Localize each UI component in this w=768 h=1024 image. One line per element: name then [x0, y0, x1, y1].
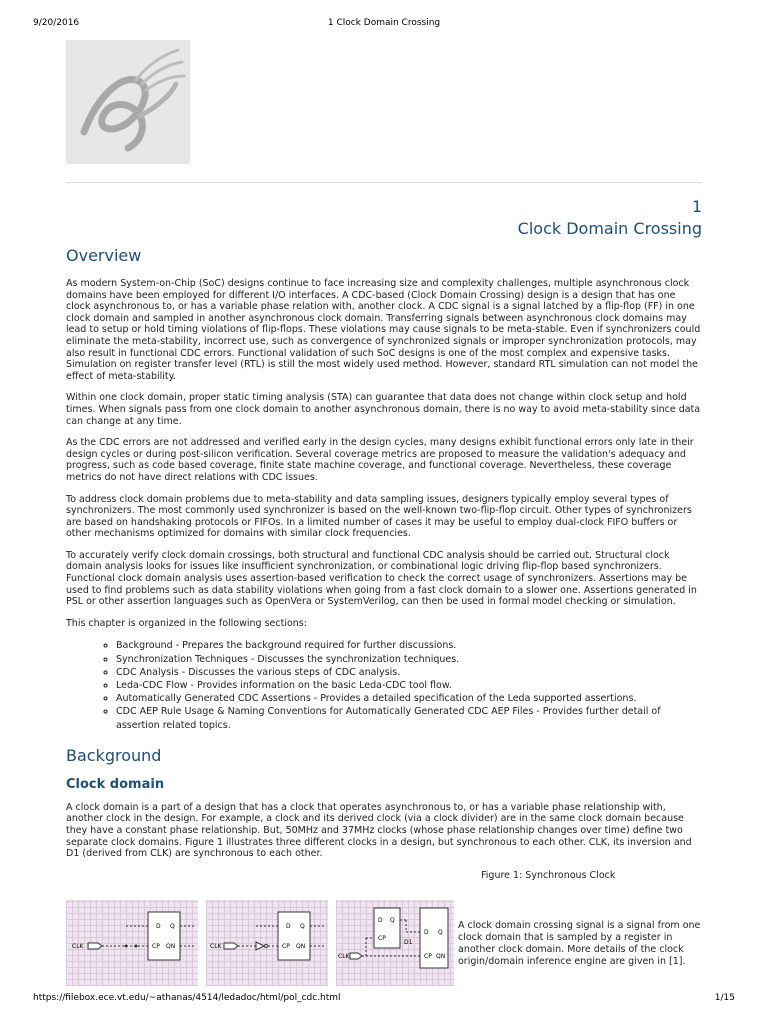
print-url[interactable]: https://filebox.ece.vt.edu/~athanas/4514/ledadoc/html/pol_cdc.html	[33, 993, 341, 1003]
paragraph: As the CDC errors are not addressed and verified early in the design cycles, many designs exhibit functional errors only late in their design cycles or during post-silicon verification. Several coverage metrics are proposed to measure the validation's adequacy and progress, such as code based coverage, finite state machine coverage, and functional coverage. Nevertheless, these coverage metrics do not have direct relations with CDC issues.	[66, 437, 694, 483]
paragraph: A clock domain is a part of a design that has a clock that operates asynchronous to, or has a variable phase relationship with, another clock in the design. For example, a clock and its derived clock (via a clock divider) are in the same clock domain because they have a constant phase relationship. But, 50MHz and 37MHz clocks (whose phase relationship changes over time) define two separate clock domains. Figure 1 illustrates three different clocks in a design, but synchronous to each other. CLK, its inversion and D1 (derived from CLK) are synchronous to each other.	[66, 801, 692, 860]
label-d: D	[378, 917, 383, 924]
label-cp: CP	[282, 943, 290, 950]
schematic-1	[66, 900, 198, 986]
label-d1: D1	[404, 939, 413, 946]
chapter-heading	[518, 196, 702, 240]
figure-panel-1	[66, 900, 198, 986]
figure-panel-3	[336, 900, 454, 986]
paragraph: As modern System-on-Chip (SoC) designs continue to face increasing size and complexity challenges, multiple asynchronous clock domains have been employed for different I/O interfaces. A CDC-based (Clock Domain Crossing) design is a design that has one clock asynchronous to, or has a variable phase relation with, another clock. A CDC signal is a signal latched by a flip-flop (FF) in one clock domain and sampled in another asynchronous clock domain. Transferring signals between asynchronous clock domains may lead to setup or hold timing violations of flip-flops. These violations may cause signals to be meta-stable. Even if synchronizers could eliminate the meta-stability, incorrect use, such as convergence of synchronized signals or improper synchronization protocols, may also result in functional CDC errors. Functional validation of such SoC designs is one of the most complex and expensive tasks. Simulation on register transfer level (RTL) is still the most widely used method. However, standard RTL simulation can not model the effect of meta-stability.	[66, 278, 701, 382]
figure-caption: Figure 1: Synchronous Clock	[481, 870, 616, 881]
label-clk: CLK	[210, 943, 222, 950]
label-qn: QN	[166, 943, 176, 950]
schematic-2	[206, 900, 328, 986]
logo-mark-icon	[66, 40, 190, 164]
print-header	[33, 18, 735, 32]
label-cp: CP	[152, 943, 160, 950]
list-item[interactable]: ◦ CDC AEP Rule Usage & Naming Conventions for Automatically Generated CDC AEP Files - Provides further detail of assertion related topics.	[116, 705, 702, 731]
label-cp: CP	[424, 953, 432, 960]
print-date: 9/20/2016	[33, 18, 80, 28]
list-item[interactable]: ◦ Background - Prepares the background required for further discussions.	[116, 639, 702, 652]
paragraph: This chapter is organized in the following sections:	[66, 617, 307, 629]
paragraph: Within one clock domain, proper static timing analysis (STA) can guarantee that data does not change within clock setup and hold times. When signals pass from one clock domain to another asynchronous domain, there is no way to avoid meta-stability since data can change at any time.	[66, 392, 701, 427]
page-number: 1/15	[714, 993, 735, 1003]
label-q: Q	[170, 923, 175, 930]
list-item[interactable]: ◦ Automatically Generated CDC Assertions - Provides a detailed specification of the Leda supported assertions.	[116, 692, 702, 705]
logo	[66, 40, 190, 164]
label-qn: QN	[296, 943, 306, 950]
label-cp: CP	[378, 935, 386, 942]
chapter-title: Clock Domain Crossing	[517, 219, 702, 238]
print-footer	[33, 993, 735, 1007]
label-clk: CLK	[72, 943, 84, 950]
label-d: D	[424, 929, 429, 936]
schematic-3	[336, 900, 454, 986]
print-title: 1 Clock Domain Crossing	[327, 18, 441, 28]
label-qn: QN	[436, 953, 446, 960]
list-item[interactable]: ◦ CDC Analysis - Discusses the various steps of CDC analysis.	[116, 666, 702, 679]
section-list	[66, 639, 702, 731]
label-clk: CLK	[338, 953, 350, 960]
heading-overview: Overview	[66, 246, 142, 265]
label-d: D	[286, 923, 291, 930]
label-d: D	[156, 923, 161, 930]
chapter-number: 1	[691, 197, 702, 216]
list-item[interactable]: ◦ Leda-CDC Flow - Provides information on the basic Leda-CDC tool flow.	[116, 679, 702, 692]
list-item[interactable]: ◦ Synchronization Techniques - Discusses the synchronization techniques.	[116, 653, 702, 666]
label-q: Q	[300, 923, 305, 930]
paragraph: To address clock domain problems due to meta-stability and data sampling issues, designers typically employ several types of synchronizers. The most commonly used synchronizer is based on the well-known two-flip-flop circuit. Other types of synchronizers are based on handshaking protocols or FIFOs. In a limited number of cases it may be useful to employ dual-clock FIFO buffers or other mechanisms optimized for domains with similar clock frequencies.	[66, 493, 692, 540]
header-rule	[66, 182, 702, 183]
crossing-paragraph: A clock domain crossing signal is a signal from one clock domain that is sampled by a register in another clock domain. More details of the clock origin/domain inference engine are given in [1].	[458, 920, 701, 967]
label-q: Q	[390, 917, 395, 924]
main-content	[66, 244, 702, 860]
heading-background: Background	[66, 745, 162, 765]
label-q: Q	[438, 929, 443, 936]
heading-clock-domain: Clock domain	[66, 776, 165, 792]
paragraph: To accurately verify clock domain crossings, both structural and functional CDC analysis should be carried out. Structural clock domain analysis looks for issues like insufficient synchronization, or combinational logic driving flip-flop based synchronizers. Functional clock domain analysis uses assertion-based verification to check the correct usage of synchronizers. Assertions may be used to find problems such as data stability violations when going from a fast clock domain to a slower one. Assertions generated in PSL or other assertion languages such as OpenVera or SystemVerilog, can then be used in formal model checking or simulation.	[66, 549, 697, 608]
figure-panel-2	[206, 900, 328, 986]
